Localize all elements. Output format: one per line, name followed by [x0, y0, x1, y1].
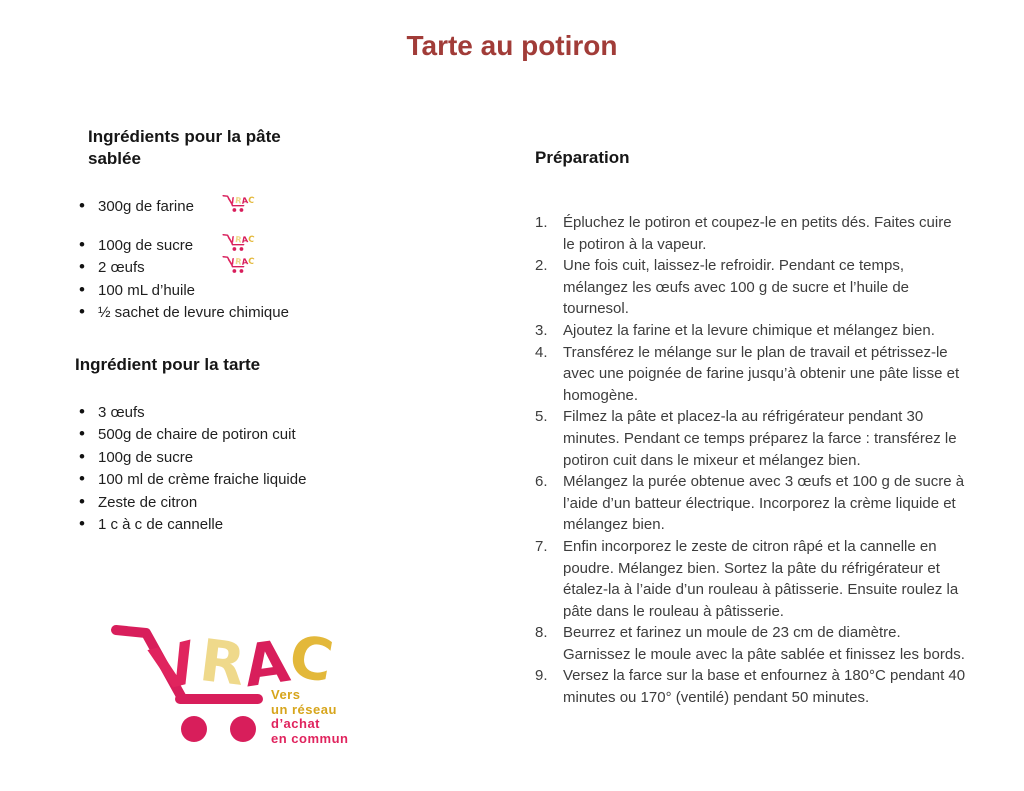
preparation-step: Enfin incorporez le zeste de citron râpé et la cannelle en poudre. Mélangez bien. Sortez la pâte du réfrigérateur et étalez-la à l’aide d’un rouleau à pâtisserie. Ensuite roulez la pâte dans le rouleau à pâtisserie.	[563, 537, 959, 620]
pate-ingredients-list	[75, 196, 308, 324]
ingredient-text: 100g de sucre	[98, 236, 194, 254]
preparation-step: Versez la farce sur la base et enfournez à 180°C pendant 40 minutes ou 170° (ventilé) pendant 50 minutes.	[563, 667, 966, 707]
preparation-steps-list	[535, 212, 967, 709]
preparation-step: Épluchez le potiron et coupez-le en petits dés. Faites cuire le potiron à la vapeur.	[563, 214, 952, 253]
ingredient-text: 100 ml de crème fraiche liquide	[98, 471, 307, 488]
ingredient-text: ½ sachet de levure chimique	[98, 304, 289, 321]
list-item	[98, 280, 308, 302]
vrac-tagline	[271, 688, 348, 746]
list-item	[98, 514, 308, 536]
vrac-logo-icon	[222, 252, 258, 276]
list-item	[98, 492, 308, 514]
preparation-step: Beurrez et farinez un moule de 23 cm de diamètre. Garnissez le moule avec la pâte sablée et finissez les bords.	[563, 624, 965, 663]
list-item	[98, 235, 308, 257]
ingredient-text: Zeste de citron	[98, 493, 198, 511]
ingredients-column	[75, 126, 385, 537]
preparation-step: Une fois cuit, laissez-le refroidir. Pendant ce temps, mélangez les œufs avec 100 g de sucre et l’huile de tournesol.	[563, 257, 910, 318]
tagline-line: en commun	[271, 730, 349, 746]
list-item	[98, 302, 308, 324]
list-item	[98, 196, 308, 218]
ingredient-text: 1 c à c de cannelle	[98, 516, 224, 533]
tagline-line: d’achat	[271, 716, 321, 731]
ingredient-text: 3 œufs	[98, 403, 145, 421]
tarte-ingredients-list	[75, 402, 308, 536]
tagline-line: Vers	[271, 687, 301, 702]
preparation-step: Mélangez la purée obtenue avec 3 œufs et 100 g de sucre à l’aide d’un batteur électrique. Incorporez la crème liquide et mélangez bien.	[563, 473, 965, 534]
preparation-heading: Préparation	[535, 148, 630, 167]
preparation-column	[535, 148, 967, 709]
page-title: Tarte au potiron	[406, 30, 618, 61]
vrac-logo-icon	[222, 191, 258, 215]
vrac-logo-icon	[222, 230, 258, 254]
vrac-logo	[108, 608, 368, 760]
preparation-step: Transférez le mélange sur le plan de travail et pétrissez-le avec une poignée de farine jusqu’à obtenir une pâte lisse et homogène.	[563, 343, 960, 404]
list-item	[98, 424, 308, 446]
tarte-ingredients-heading: Ingrédient pour la tarte	[75, 354, 261, 374]
ingredient-text: 2 œufs	[98, 259, 145, 276]
ingredient-text: 500g de chaire de potiron cuit	[98, 426, 296, 443]
ingredient-text: 300g de farine	[98, 198, 194, 215]
list-item	[98, 402, 308, 424]
list-item	[98, 447, 308, 469]
preparation-step: Filmez la pâte et placez-la au réfrigérateur pendant 30 minutes. Pendant ce temps préparez la farce : transférez le potiron cuit dans le mixeur et mélangez bien.	[563, 408, 957, 469]
tagline-line: un réseau	[271, 701, 337, 717]
list-item	[98, 469, 308, 491]
ingredient-text: 100 mL d’huile	[98, 281, 196, 299]
pate-ingredients-heading: Ingrédients pour la pâte sablée	[88, 127, 281, 168]
ingredient-text: 100g de sucre	[98, 448, 194, 466]
list-item	[98, 257, 308, 279]
preparation-step: Ajoutez la farine et la levure chimique et mélangez bien.	[563, 321, 935, 339]
